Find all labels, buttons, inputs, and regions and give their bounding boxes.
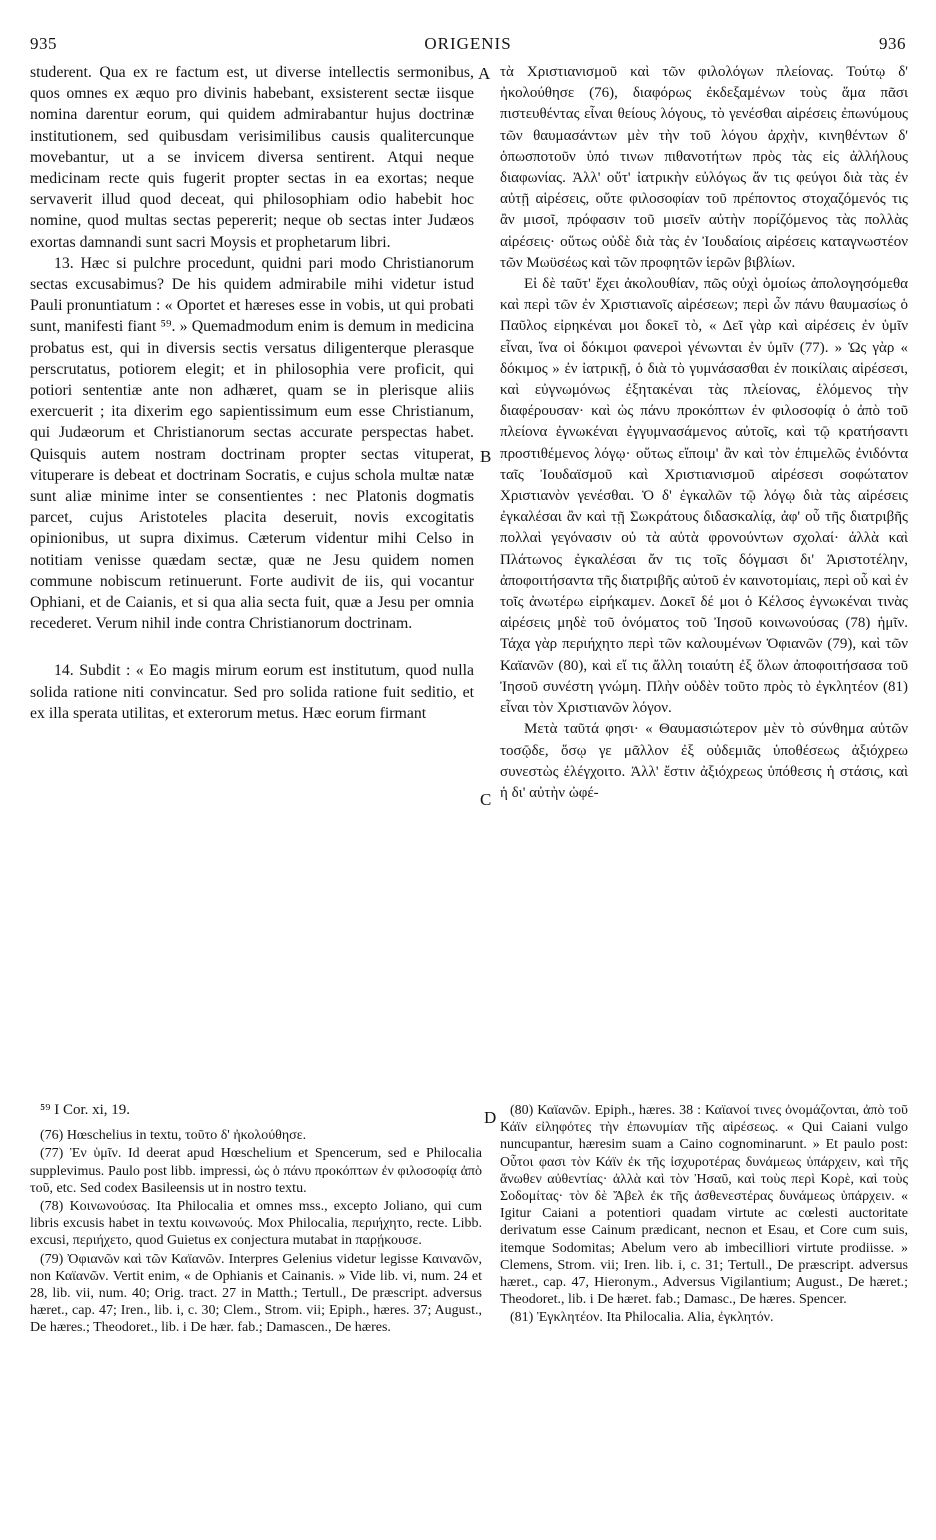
latin-paragraph-1: studerent. Qua ex re factum est, ut diverse intellectis sermonibus, quos omnes ex æquo pro divinis habebant, exsisterent sectæ iisque nomina darentur eorum, qui quidem admirabantur hujus doctrinæ institutionem, sed quibusdam verisimilibus causis qualitercunque movebantur, ut a se invicem diversa sentirent. Atqui neque medicinam recte quis fugerit propter sectas in ea exortas; neque servaverit illud quod deceat, qui philosophiam odio habebit hoc nomine, quod multas sectas pepererit; neque ob sectas inter Judæos exortas damnandi sunt sacri Moysis et prophetarum libri.	[30, 64, 474, 251]
footnote-81: (81) Ἐγκλητέον. Ita Philocalia. Alia, ἐγκλητόν.	[510, 1310, 774, 1326]
greek-paragraph-3: Μετὰ ταῦτά φησι· « Θαυμασιώτερον μὲν τὸ σύνθημα αὐτῶν τοσῷδε, ὅσῳ γε μᾶλλον ἐξ οὐδεμιᾶς ὑποθέσεως ἀξιόχρεω συνεστὼς ἐλέγχοιτο. Ἀλλ' ἔστιν ἀξιόχρεως ὑπόθεσις ἡ στάσις, καὶ ἡ δι' αὐτὴν ὠφέ-	[500, 721, 908, 801]
margin-label-b: B	[480, 447, 492, 466]
margin-label-c: C	[480, 790, 492, 809]
footnote-79: (79) Ὀφιανῶν καὶ τῶν Καϊανῶν. Interpres Gelenius videtur legisse Καινανῶν, non Καϊανῶν. Vertit enim, « de Ophianis et Cainanis. » Vide lib. vi, num. 24 et 28, lib. vii, num. 40; Orig. tract. 27 in Matth.; Tertull., De præscript. adversus hæret., cap. 47; Iren., lib. i, c. 30; Clem., Strom. vii; Epiph., hæres. 37; August., De hæres.; Theodoret., lib. i De hær. fab.; Damascen., De hæres.	[30, 1251, 482, 1336]
greek-paragraph-1: τὰ Χριστιανισμοῦ καὶ τῶν φιλολόγων πλείονας. Τούτῳ δ' ἠκολούθησε (76), διαφόρως ἐκδεξαμένων τοὺς ἅμα πᾶσι πιστευθέντας εἶναι θείους λόγους, τὸ γενέσθαι αἱρέσεις ἐπωνύμους τῶν θαυμασάντων μὲν τὴν τοῦ λόγου ἀρχὴν, κινηθέντων δ' ὁπωσποτοῦν ὑπό τινων πιθανοτήτων πρὸς τὰς εἰς ἀλλήλους διαφωνίας. Ἀλλ' οὔτ' ἰατρικὴν εὐλόγως ἄν τις φεύγοι διὰ τὰς ἐν αὐτῇ αἱρέσεις, οὔτε φιλοσοφίαν τοῦ πρέποντος στοχαζόμενός τις ἂν μισοῖ, πρόφασιν τοῦ μισεῖν αὐτὴν πορίζόμενος τὰς πολλὰς αἱρέσεις· οὕτως οὐδὲ διὰ τὰς ἐν Ἰουδαίοις αἱρέσεις καταγνωστέον τῶν Μωϋσέως καὶ τῶν προφητῶν ἱερῶν βιβλίων.	[500, 64, 908, 271]
footnotes-right	[500, 1102, 908, 1328]
footnote-78: (78) Κοινωνούσας. Ita Philocalia et omnes mss., excepto Joliano, qui cum libris excusis habet in textu κοινωνούς. Mox Philocalia, περιήχητο, recte. Libb. excusi, περιήχετο, quod Guietus ex conjectura mutabat in παρῄκουσε.	[30, 1199, 482, 1249]
latin-column	[30, 62, 474, 724]
margin-label-a: A	[478, 64, 491, 83]
footnote-76: (76) Hœschelius in textu, τοῦτο δ' ἠκολούθησε.	[40, 1128, 307, 1144]
running-title: ORIGENIS	[424, 34, 512, 53]
latin-paragraph-14: 14. Subdit : « Eo magis mirum eorum est institutum, quod nulla solida ratione niti convincatur. Sed pro solida ratione fuit seditio, et ex illa sperata utilitas, et exterorum metus. Hæc eorum firmant	[30, 662, 474, 722]
footnotes-left	[30, 1102, 482, 1338]
latin-paragraph-13: 13. Hæc si pulchre procedunt, quidni pari modo Christianorum sectas excusabimus? De his quidem admirabile mihi videtur istud Pauli pronuntiatum : « Oportet et hæreses esse in vobis, ut qui probati sunt, manifesti fiant ⁵⁹. » Quemadmodum enim is demum in medicina probatus est, qui in diversis sectis versatus diligenterque plerasque perscrutatus, potiorem elegit; et in philosophia vere proficit, qui potiori sententiæ ante non adhæret, quam se in plerisque aliis exercuerit ; ita dixerim ego sapientissimum eum esse Christianum, qui Judæorum et Christianorum sectas accurate perspectas habet. Quisquis autem nostram doctrinam propter sectas vituperat, vituperare is debeat et doctrinam Socratis, e cujus schola multæ natæ sunt aliæ minime inter se consentientes : nec Platonis dogmatis parcet, cujus Aristoteles placita deseruit, novis excogitatis opinionibus, ut supra diximus. Cæterum videntur mihi Celso in notitiam venisse quædam sectæ, quæ ne Jesu quidem nomen commune nobiscum retinuerunt. Forte audivit de iis, qui vocantur Ophiani, et de Caianis, et si qua alia secta fuit, quæ a Jesu per omnia recederet. Verum nihil inde contra Christianorum doctrinam.	[30, 254, 474, 633]
scripture-reference: ⁵⁹ I Cor. xi, 19.	[40, 1102, 131, 1118]
footnote-80: (80) Καϊανῶν. Epiph., hæres. 38 : Καϊανοί τινες ὀνομάζονται, ἀπὸ τοῦ Κάϊν εἰληφότες τὴν ἐπωνυμίαν τῆς αἱρέσεως. « Qui Caiani vulgo nuncupantur, hæresim suam a Caino cognominarunt. » Et paulo post: Οὗτοι φασι τὸν Κάϊν ἐκ τῆς ἰσχυροτέρας δυνάμεως ὑπάρχειν, καὶ τῆς ἄνωθεν αὐθεντίας· ἀλλὰ καὶ τὸν Ἠσαῦ, καὶ τοὺς περὶ Κορὲ, καὶ τοὺς Σοδομίτας· τὸν δὲ Ἄβελ ἐκ τῆς ἀσθενεστέρας δυνάμεως ὑπάρχειν. « Igitur Caiani a potentiori quadam virtute ac cœlesti auctoritate derivatum esse Cainum prædicant, necnon et Esau, et Core cum suis, itemque Sodomitas; Abelum vero ab imbecilliori virtute prodiisse. » Clemens, Strom. vii; Iren. lib. i, c. 31; Tertull., De præscript. adversus hæret., cap. 47, Hieronym., Adversus Vigilantium; August., De hæret.; Theodoret., lib. i De hæret. fab.; Damasc., De hæres. Spencer.	[500, 1103, 908, 1308]
margin-label-d: D	[484, 1108, 497, 1127]
footnote-77: (77) Ἐν ὑμῖν. Id deerat apud Hœschelium et Spencerum, sed e Philocalia supplevimus. Paulo post libb. impressi, ὡς ὁ πάνυ προκόπτων ἐν φιλοσοφίᾳ ἀπὸ τοῦ, etc. Sed codex Basileensis ut in nostro textu.	[30, 1146, 482, 1196]
page-number-left: 935	[30, 34, 57, 53]
greek-column	[500, 62, 908, 804]
page-number-right: 936	[879, 34, 906, 53]
greek-paragraph-2: Εἰ δὲ ταῦτ' ἔχει ἀκολουθίαν, πῶς οὐχὶ ὁμοίως ἀπολογησόμεθα καὶ περὶ τῶν ἐν Χριστιανοῖς αἱρέσεων; περὶ ὧν πάνυ θαυμασίως ὁ Παῦλος εἰρηκέναι μοι δοκεῖ τὸ, « Δεῖ γὰρ καὶ αἱρέσεις ἐν ὑμῖν εἶναι, ἵνα οἱ δόκιμοι φανεροὶ γένωνται ἐν ὑμῖν (77). » Ὡς γὰρ « δόκιμος » ἐν ἰατρικῇ, ὁ διὰ τὸ γυμνάσασθαι ἐν ποικίλαις αἱρέσεσι, καὶ εὐγνωμόνως ἐξητακέναι τὰς πλείονας, ἑλόμενος τὴν διαφέρουσαν· καὶ ὡς πάνυ προκόπτων ἐν φιλοσοφίᾳ ὁ ἀπὸ τοῦ πλείονα ἐγνωκέναι ἐγγυμνασάμενος αὐτοῖς, καὶ τῷ κρατήσαντι προστιθέμενος λόγῳ· οὕτως εἴποιμ' ἂν καὶ τὸν ἐπιμελῶς ἐνιδόντα ταῖς Ἰουδαϊσμοῦ καὶ Χριστιανισμοῦ αἱρέσεσι σοφώτατον Χριστιανὸν γενέσθαι. Ὁ δ' ἐγκαλῶν τῷ λόγῳ διὰ τὰς αἱρέσεις ἐγκαλέσαι ἂν καὶ τῇ Σωκράτους διδασκαλίᾳ, ἀφ' οὗ τῆς διατριβῆς πολλαὶ γεγόνασιν οὐ τὰ αὐτὰ φρονούντων σχολαί· ἀλλὰ καὶ Πλάτωνος ἐγκαλέσαι ἄν τις τοῖς δόγμασι δι' Ἀριστοτέλην, ἀποφοιτήσαντα τῆς διατριβῆς αὐτοῦ ἐν καινοτομίαις, περὶ οὗ καὶ ἐν τοῖς ἀνωτέρω εἰρήκαμεν. Δοκεῖ δέ μοι ὁ Κέλσος ἐγνωκέναι τινὰς αἱρέσεις μηδὲ τοῦ ὀνόματος τοῦ Ἰησοῦ κοινωνούσας (78) ἡμῖν. Τάχα γὰρ περιήχητο περὶ τῶν καλουμένων Ὀφιανῶν (79), καὶ τῶν Καϊανῶν (80), καὶ εἴ τις ἄλλη τοιαύτη ἐξ ὅλων ἀποφοιτήσασα τοῦ Ἰησοῦ συνέστη γνώμη. Πλὴν οὐδὲν τοῦτο πρὸς τὸ ἐγκλητέον (81) εἶναι τὸν Χριστιανῶν λόγον.	[500, 276, 908, 717]
